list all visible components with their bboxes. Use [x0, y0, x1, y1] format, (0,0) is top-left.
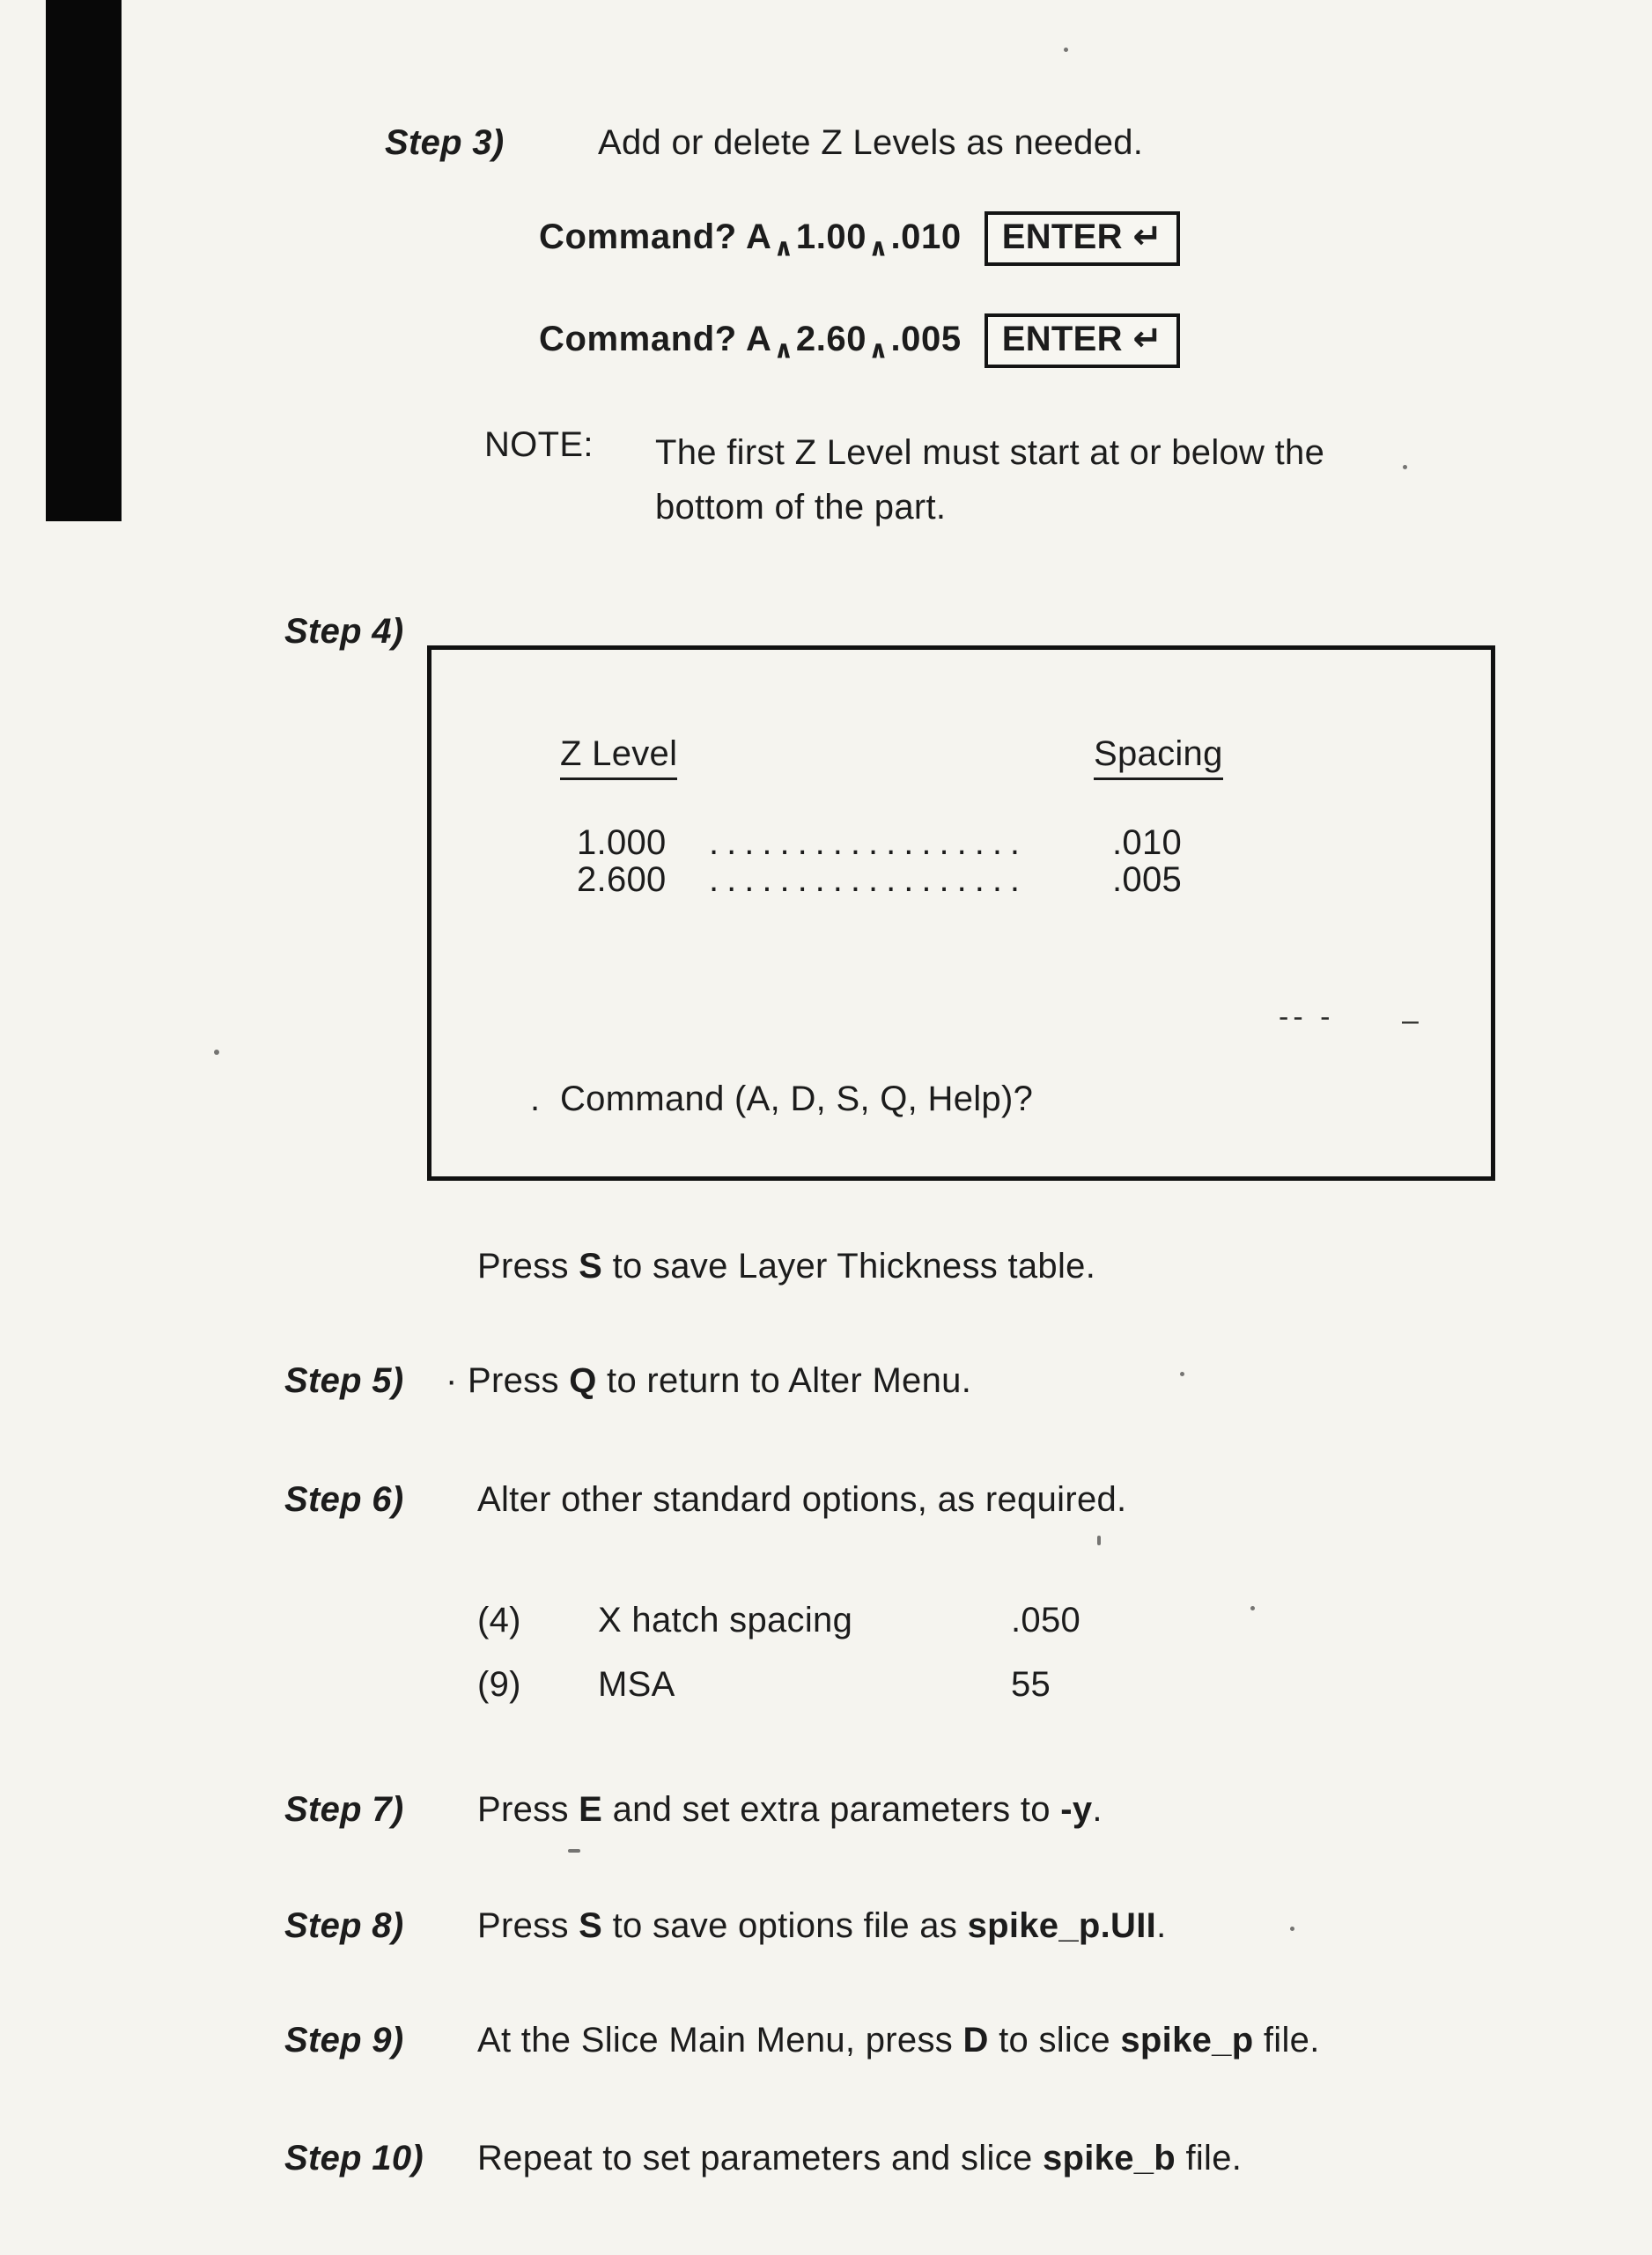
step8-t1: Press [477, 1906, 579, 1945]
stray-dot: · [446, 1361, 458, 1400]
command2-spacing: .005 [890, 320, 962, 358]
command1-zlevel: 1.00 [795, 217, 867, 256]
caret-separator-icon: ∧ [773, 233, 794, 262]
option-number: (4) [477, 1601, 521, 1640]
scan-speck [1290, 1927, 1294, 1931]
spacing-value: .010 [1112, 823, 1183, 862]
step9-t3: file. [1253, 2021, 1320, 2060]
step7-text [477, 1790, 1103, 1830]
scan-edge-bar [46, 0, 122, 521]
slice-screen [427, 645, 1495, 1181]
column-header-zlevel: Z Level [560, 734, 677, 780]
column-header-spacing: Spacing [1094, 734, 1223, 780]
zlevel-value: 2.600 [577, 860, 667, 899]
step7-t1: Press [477, 1790, 579, 1829]
option-row [477, 1601, 1080, 1640]
step7-label: Step 7) [284, 1790, 404, 1829]
command-line-2 [539, 313, 1180, 368]
step5-t1: Press [457, 1361, 570, 1400]
option-number: (9) [477, 1665, 521, 1704]
step10-t1: Repeat to set parameters and slice [477, 2139, 1043, 2178]
step6-text: Alter other standard options, as required. [477, 1480, 1127, 1519]
scan-speck [568, 1849, 580, 1853]
enter-key-1 [985, 211, 1180, 266]
key-s: S [579, 1906, 603, 1945]
step9-text [477, 2021, 1320, 2060]
step8-t3: . [1156, 1906, 1167, 1945]
command1-spacing: .010 [890, 217, 962, 256]
prompt-stray-dot: . [530, 1080, 541, 1118]
scan-speck [1250, 1606, 1255, 1610]
step10-text [477, 2139, 1242, 2178]
scan-speck [1403, 465, 1407, 469]
command2-prompt: Command? A [539, 320, 772, 358]
step3-text: Add or delete Z Levels as needed. [598, 123, 1144, 162]
step5-text [446, 1361, 971, 1401]
key-q: Q [569, 1361, 597, 1400]
option-row [477, 1665, 1051, 1705]
step8-label: Step 8) [284, 1906, 404, 1945]
scan-mark: -- - [1279, 1000, 1335, 1034]
spacing-value: .005 [1112, 860, 1183, 899]
caret-separator-icon: ∧ [773, 335, 794, 364]
filename-spike-p: spike_p [1120, 2021, 1254, 2060]
command1-text [539, 217, 962, 262]
table-row [577, 823, 1182, 863]
zlevel-value: 1.000 [577, 823, 667, 862]
step6-label: Step 6) [284, 1480, 404, 1519]
scan-speck [1097, 1536, 1101, 1545]
option-name: X hatch spacing [598, 1601, 853, 1640]
filename-spike-p-uii: spike_p.UII [967, 1906, 1157, 1945]
command2-zlevel: 2.60 [795, 320, 867, 358]
step5-label: Step 5) [284, 1361, 404, 1400]
key-s: S [579, 1247, 603, 1286]
table-row [577, 860, 1182, 900]
caption-text: Press [477, 1247, 579, 1286]
caption-text: to save Layer Thickness table. [602, 1247, 1096, 1286]
note-text [655, 425, 1324, 534]
note-line-1: The first Z Level must start at or below the [655, 433, 1325, 472]
step5-t2: to return to Alter Menu. [596, 1361, 972, 1400]
note-label: NOTE: [484, 425, 594, 464]
enter-key-label: ENTER [1001, 217, 1123, 256]
note-line-2: bottom of the part. [655, 488, 947, 527]
caret-separator-icon: ∧ [868, 233, 889, 262]
dot-leader: .................. [709, 823, 1029, 862]
command-prompt: Command (A, D, S, Q, Help)? [560, 1080, 1034, 1118]
command2-text [539, 320, 962, 364]
command1-prompt: Command? A [539, 217, 772, 256]
key-e: E [579, 1790, 603, 1829]
param-y: -y [1060, 1790, 1093, 1829]
step4-caption [477, 1247, 1095, 1286]
return-arrow-icon: ↵ [1132, 217, 1163, 256]
step10-t2: file. [1176, 2139, 1243, 2178]
step7-t2: and set extra parameters to [602, 1790, 1061, 1829]
enter-key-label: ENTER [1001, 320, 1123, 358]
step9-label: Step 9) [284, 2021, 404, 2060]
step3-label: Step 3) [385, 123, 505, 162]
option-name: MSA [598, 1665, 675, 1704]
filename-spike-b: spike_b [1042, 2139, 1176, 2178]
dot-leader: .................. [709, 860, 1029, 899]
scan-speck [214, 1050, 219, 1055]
enter-key-2 [985, 313, 1180, 368]
command-line-1 [539, 211, 1180, 266]
key-d: D [962, 2021, 989, 2060]
option-value: 55 [1011, 1665, 1051, 1704]
step9-t1: At the Slice Main Menu, press [477, 2021, 963, 2060]
step10-label: Step 10) [284, 2139, 424, 2178]
step8-text [477, 1906, 1166, 1946]
return-arrow-icon: ↵ [1132, 320, 1163, 358]
step8-t2: to save options file as [602, 1906, 968, 1945]
option-value: .050 [1011, 1601, 1081, 1640]
step7-t3: . [1092, 1790, 1103, 1829]
scan-speck [1064, 48, 1068, 52]
step9-t2: to slice [988, 2021, 1121, 2060]
scan-speck [1180, 1372, 1184, 1376]
scan-mark: – [1402, 1004, 1420, 1037]
caret-separator-icon: ∧ [868, 335, 889, 364]
step4-label: Step 4) [284, 612, 404, 651]
